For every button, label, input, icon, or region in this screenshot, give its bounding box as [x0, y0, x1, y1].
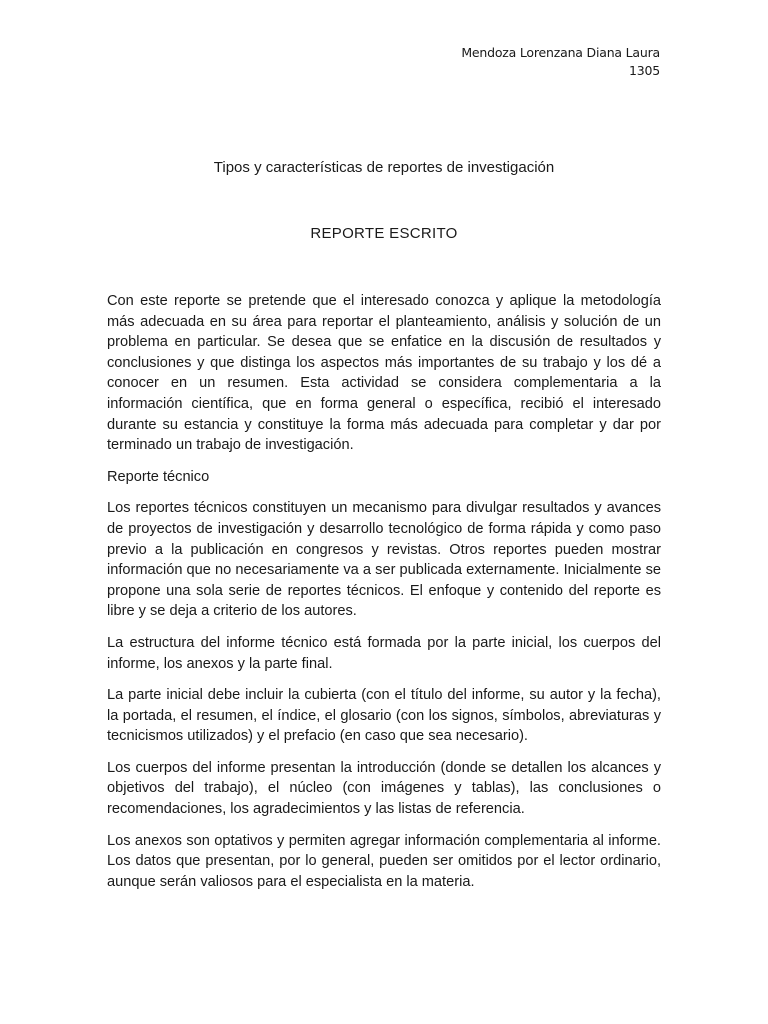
section-title: REPORTE ESCRITO	[310, 225, 458, 242]
subheading-reporte-tecnico: Reporte técnico	[107, 468, 210, 485]
author-name: Mendoza Lorenzana Diana Laura	[461, 45, 660, 60]
document-body	[107, 291, 661, 903]
paragraph-anexos: Los anexos son optativos y permiten agregar información complementaria al informe. Los datos que presentan, por lo general, pueden ser omitidos por el lector ordinario, aunque serán valiosos para el especialista en la materia.	[107, 832, 661, 890]
paragraph-intro: Con este reporte se pretende que el interesado conozca y aplique la metodología más adecuada en su área para reportar el planteamiento, análisis y solución de un problema en particular. Se desea que se enfatice en la discusión de resultados y conclusiones y que distinga los aspectos más importantes de su trabajo y los dé a conocer en un resumen. Esta actividad se considera complementaria a la información científica, que en forma general o específica, recibió el interesado durante su estancia y constituye la forma más adecuada para completar y dar por terminado un trabajo de investigación.	[107, 293, 661, 454]
paragraph-estructura: La estructura del informe técnico está formada por la parte inicial, los cuerpos del informe, los anexos y la parte final.	[107, 634, 661, 672]
paragraph-parte-inicial: La parte inicial debe incluir la cubierta (con el título del informe, su autor y la fecha), la portada, el resumen, el índice, el glosario (con los signos, símbolos, abreviaturas y tecnicismos utilizados) y el prefacio (en caso que sea necesario).	[107, 687, 661, 745]
group-number: 1305	[628, 63, 660, 78]
paragraph-reportes-tecnicos: Los reportes técnicos constituyen un mecanismo para divulgar resultados y avances de proyectos de investigación y desarrollo tecnológico de forma rápida y como paso previo a la publicación en congresos y revistas. Otros reportes pueden mostrar información que no necesariamente va a ser publicada externamente. Inicialmente se propone una sola serie de reportes técnicos. El enfoque y contenido del reporte es libre y se deja a criterio de los autores.	[107, 500, 661, 620]
document-title: Tipos y características de reportes de investigación	[213, 159, 555, 176]
document-header	[461, 44, 660, 80]
paragraph-cuerpos: Los cuerpos del informe presentan la introducción (donde se detallen los alcances y objetivos del trabajo), el núcleo (con imágenes y tablas), las conclusiones o recomendaciones, los agradecimientos y las listas de referencia.	[107, 759, 661, 818]
